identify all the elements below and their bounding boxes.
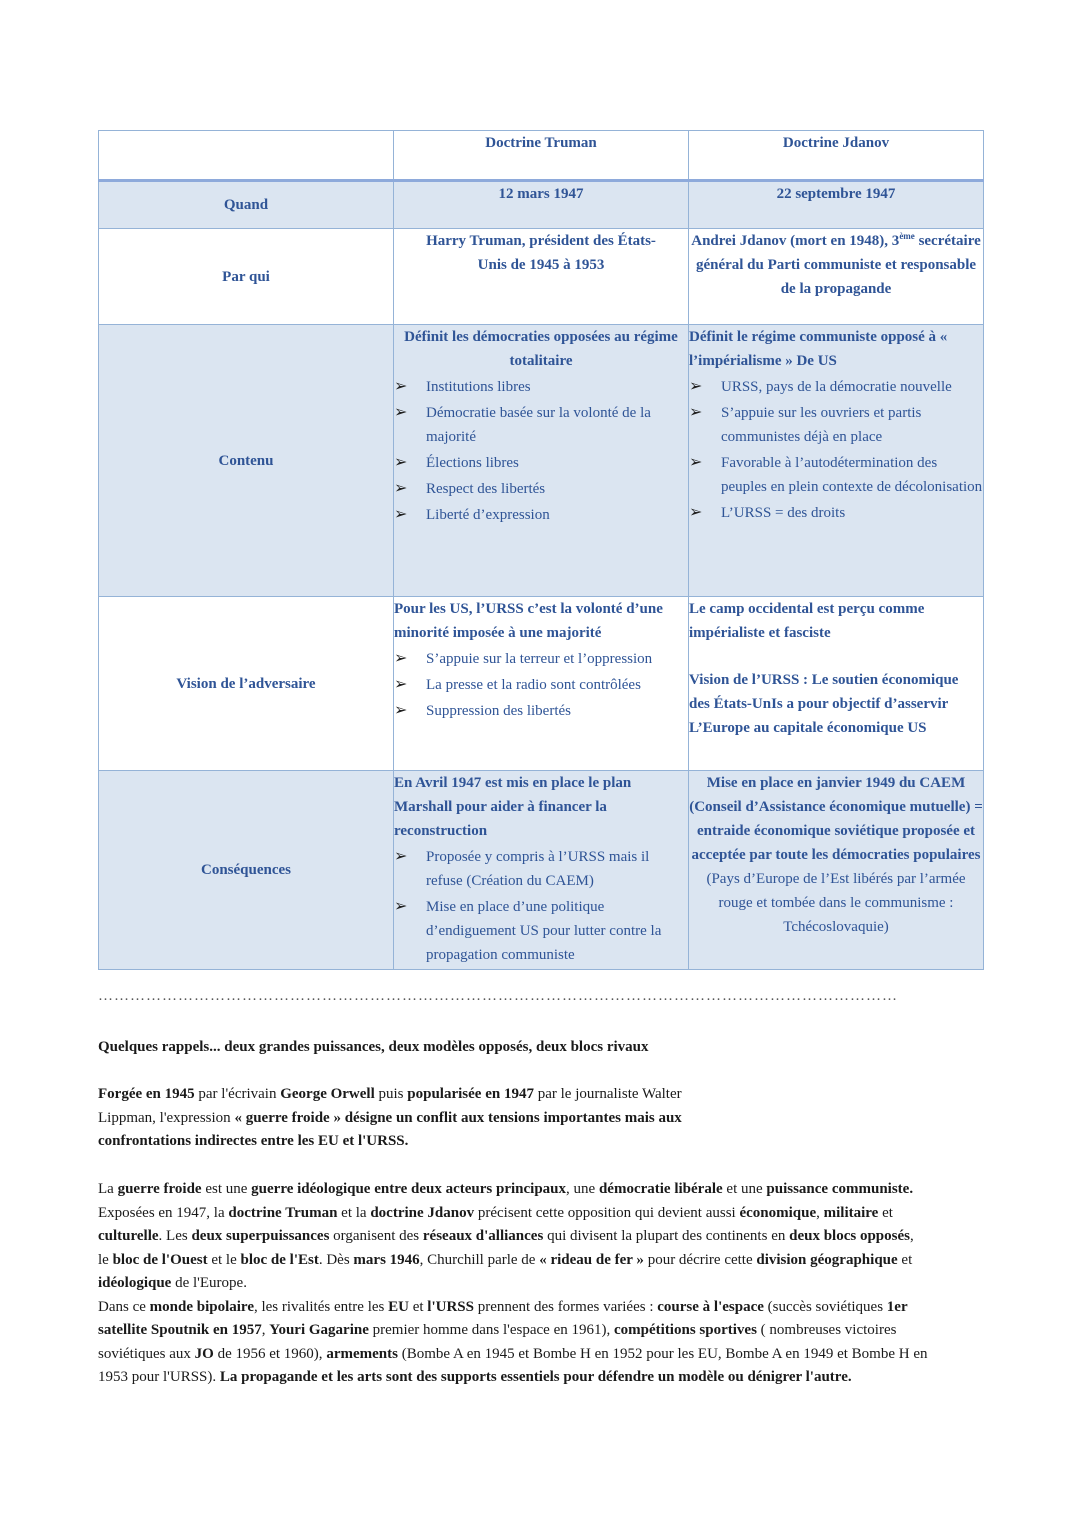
list-item-text: S’appuie sur la terreur et l’oppression [426, 651, 653, 667]
bold-text: puissance communiste. [766, 1181, 914, 1197]
text: (succès soviétiques [763, 1298, 887, 1315]
list-item-text: Mise en place d’une politique d’endiguement US pour lutter contre la propagation communiste [426, 899, 662, 963]
text: et une [722, 1181, 767, 1197]
arrow-bullet-icon: ➢ [394, 454, 408, 471]
par-qui-jdanov-sup: ème [899, 231, 915, 241]
text: et le [207, 1251, 241, 1268]
quand-jdanov: 22 septembre 1947 [689, 181, 984, 229]
list-item [689, 451, 983, 499]
consequences-jdanov [689, 771, 984, 970]
consequences-jdanov-bold: Mise en place en janvier 1949 du CAEM (Conseil d’Assistance économique mutuelle) = entraide économique soviétique proposée et acceptée par toute les démocraties populaires [689, 775, 983, 863]
para1-line1 [98, 1083, 983, 1107]
text: le [98, 1251, 113, 1268]
arrow-bullet-icon: ➢ [394, 898, 408, 915]
header-empty [99, 131, 394, 181]
rappels-title [98, 1036, 983, 1060]
arrow-bullet-icon: ➢ [394, 676, 408, 693]
arrow-bullet-icon: ➢ [394, 506, 408, 523]
text: premier homme dans l'espace en 1961), [368, 1322, 614, 1338]
bold-text: Forgée en 1945 [98, 1086, 195, 1102]
text: puis [374, 1086, 408, 1102]
list-item [394, 845, 688, 893]
arrow-bullet-icon: ➢ [689, 504, 703, 521]
bold-text: démocratie libérale [598, 1181, 723, 1197]
bold-text: La propagande et les arts sont des supports essentiels pour défendre un modèle ou dénigrer l'autre. [219, 1369, 852, 1385]
bold-text: popularisée en 1947 [407, 1086, 534, 1102]
bold-text: bloc de l'Est [240, 1251, 319, 1268]
list-item [689, 375, 983, 399]
bold-text: doctrine Truman [228, 1204, 338, 1221]
bold-text: JO [194, 1345, 214, 1362]
comparison-table [98, 130, 984, 970]
list-item-text: Proposée y compris à l’URSS mais il refuse (Création du CAEM) [426, 849, 650, 889]
para1-line3 [98, 1130, 983, 1154]
paragraph-guerre-froide-origin [98, 1083, 983, 1154]
quand-truman: 12 mars 1947 [394, 181, 689, 229]
vision-truman-list [394, 647, 688, 723]
bold-text: bloc de l'Ouest [112, 1251, 208, 1268]
text: de 1956 et 1960), [213, 1345, 327, 1362]
bold-text: satellite Spoutnik en 1957 [98, 1322, 262, 1338]
list-item [689, 401, 983, 449]
row-label-consequences: Conséquences [99, 771, 394, 970]
text: pour décrire cette [643, 1251, 757, 1268]
bold-text: 1er [886, 1298, 908, 1315]
text: Exposées en 1947, la [98, 1204, 229, 1221]
bold-text: deux superpuissances [191, 1228, 330, 1244]
text: qui divisent la plupart des continents en [543, 1228, 790, 1244]
text: par l'écrivain [194, 1086, 281, 1102]
contenu-jdanov-title: Définit le régime communiste opposé à « l’impérialisme » De US [689, 329, 948, 369]
row-label-quand: Quand [99, 181, 394, 229]
consequences-truman [394, 771, 689, 970]
vision-jdanov [689, 597, 984, 771]
consequences-jdanov-normal: (Pays d’Europe de l’Est libérés par l’armée rouge et tombée dans le communisme : Tchécoslovaquie) [706, 871, 966, 935]
list-item-text: Institutions libres [426, 379, 531, 395]
vision-truman-title: Pour les US, l’URSS c’est la volonté d’une minorité imposée à une majorité [394, 601, 663, 641]
list-item [394, 375, 688, 399]
bold-text: culturelle [98, 1228, 159, 1244]
header-jdanov: Doctrine Jdanov [689, 131, 984, 181]
list-item [394, 895, 688, 967]
text: . Dès [318, 1251, 354, 1268]
vision-jdanov-p2: Vision de l’URSS : Le soutien économique des États-UnIs a pour objectif d’asservir L’Europe au capitale économique US [689, 672, 959, 736]
text: par le journaliste Walter [533, 1086, 682, 1102]
bold-text: course à l'espace [657, 1298, 764, 1315]
text: . Les [158, 1228, 192, 1244]
list-item-text: Élections libres [426, 455, 519, 471]
row-label-par-qui: Par qui [99, 229, 394, 325]
bold-text: division géographique [756, 1251, 898, 1268]
bold-text: économique [739, 1204, 817, 1221]
text: , [909, 1228, 914, 1244]
bold-text: réseaux d'alliances [422, 1228, 544, 1244]
text: soviétiques aux [98, 1345, 195, 1362]
text: La [98, 1181, 118, 1197]
arrow-bullet-icon: ➢ [689, 404, 703, 421]
bold-text: confrontations indirectes entre les EU et l'URSS. [98, 1133, 409, 1149]
list-item [394, 503, 688, 527]
list-item-text: Démocratie basée sur la volonté de la majorité [426, 405, 651, 445]
list-item [394, 647, 688, 671]
arrow-bullet-icon: ➢ [394, 702, 408, 719]
text: et [897, 1251, 913, 1268]
contenu-truman-title: Définit les démocraties opposées au régime totalitaire [404, 329, 678, 369]
text: , [816, 1204, 824, 1221]
list-item-text: URSS, pays de la démocratie nouvelle [721, 379, 952, 395]
text: précisent cette opposition qui devient aussi [474, 1204, 740, 1221]
text: de l'Europe. [171, 1275, 247, 1291]
rappels-title-text: Quelques rappels... deux grandes puissances, deux modèles opposés, deux blocs rivaux [98, 1039, 649, 1055]
separator-dots: …………………………………………………………………………………………………………………………………… [98, 988, 898, 1004]
para1-line2 [98, 1107, 983, 1131]
list-item [689, 501, 983, 525]
par-qui-truman: Harry Truman, président des États-Unis de 1945 à 1953 [394, 229, 689, 325]
bold-text: monde bipolaire [149, 1298, 254, 1315]
arrow-bullet-icon: ➢ [394, 650, 408, 667]
bold-text: EU [388, 1298, 409, 1315]
bold-text: mars 1946 [353, 1251, 420, 1268]
list-item-text: S’appuie sur les ouvriers et partis communistes déjà en place [721, 405, 922, 445]
bold-text: idéologique [98, 1275, 172, 1291]
text: , les rivalités entre les [253, 1298, 389, 1315]
bold-text: guerre idéologique entre deux acteurs principaux [251, 1181, 567, 1197]
text: Lippman, l'expression [98, 1109, 235, 1126]
bold-text: deux blocs opposés [789, 1228, 910, 1244]
vision-truman [394, 597, 689, 771]
bold-text: « guerre froide » désigne un conflit aux tensions importantes mais aux [234, 1109, 682, 1126]
list-item [394, 451, 688, 475]
contenu-jdanov [689, 325, 984, 597]
bold-text: l'URSS [427, 1298, 474, 1315]
text: , une [566, 1181, 599, 1197]
text: (Bombe A en 1945 et Bombe H en 1952 pour les EU, Bombe A en 1949 et Bombe H en [397, 1345, 928, 1362]
list-item-text: La presse et la radio sont contrôlées [426, 677, 641, 693]
arrow-bullet-icon: ➢ [394, 480, 408, 497]
arrow-bullet-icon: ➢ [689, 454, 703, 471]
bold-text: compétitions sportives [614, 1322, 757, 1338]
text: , [261, 1322, 270, 1338]
contenu-truman [394, 325, 689, 597]
par-qui-jdanov [689, 229, 984, 325]
list-item [394, 673, 688, 697]
consequences-truman-list [394, 845, 688, 967]
list-item-text: L’URSS = des droits [721, 505, 846, 521]
text: est une [201, 1181, 252, 1197]
text: et [878, 1204, 893, 1221]
bold-text: doctrine Jdanov [370, 1204, 475, 1221]
text: Dans ce [98, 1298, 150, 1315]
text: 1953 pour l'URSS). [98, 1369, 220, 1385]
row-label-contenu: Contenu [99, 325, 394, 597]
bold-text: Youri Gagarine [269, 1322, 369, 1338]
list-item-text: Liberté d’expression [426, 507, 550, 523]
arrow-bullet-icon: ➢ [394, 404, 408, 421]
vision-jdanov-p1: Le camp occidental est perçu comme impérialiste et fasciste [689, 601, 925, 641]
arrow-bullet-icon: ➢ [689, 378, 703, 395]
contenu-truman-list [394, 375, 688, 527]
text: organisent des [329, 1228, 423, 1244]
bold-text: armements [326, 1345, 398, 1362]
text: prennent des formes variées : [473, 1298, 658, 1315]
par-qui-jdanov-post: secrétaire général du Parti communiste et responsable de la propagande [695, 233, 981, 297]
arrow-bullet-icon: ➢ [394, 378, 408, 395]
bold-text: « rideau de fer » [539, 1251, 644, 1268]
list-item-text: Favorable à l’autodétermination des peuples en plein contexte de décolonisation [721, 455, 983, 495]
text: et la [337, 1204, 371, 1221]
list-item [394, 699, 688, 723]
list-item [394, 477, 688, 501]
header-truman: Doctrine Truman [394, 131, 689, 181]
text: , Churchill parle de [419, 1251, 540, 1268]
list-item-text: Suppression des libertés [426, 703, 571, 719]
bold-text: George Orwell [280, 1086, 375, 1102]
consequences-truman-title: En Avril 1947 est mis en place le plan Marshall pour aider à financer la reconstruction [394, 775, 632, 839]
row-label-vision: Vision de l’adversaire [99, 597, 394, 771]
contenu-jdanov-list [689, 375, 983, 525]
paragraph-guerre-froide-description [98, 1178, 983, 1390]
par-qui-jdanov-pre: Andrei Jdanov (mort en 1948), 3 [691, 233, 900, 249]
text: ( nombreuses victoires [756, 1322, 897, 1338]
bold-text: militaire [823, 1204, 879, 1221]
list-item-text: Respect des libertés [426, 481, 546, 497]
text: et [408, 1298, 428, 1315]
list-item [394, 401, 688, 449]
arrow-bullet-icon: ➢ [394, 848, 408, 865]
bold-text: guerre froide [117, 1181, 202, 1197]
